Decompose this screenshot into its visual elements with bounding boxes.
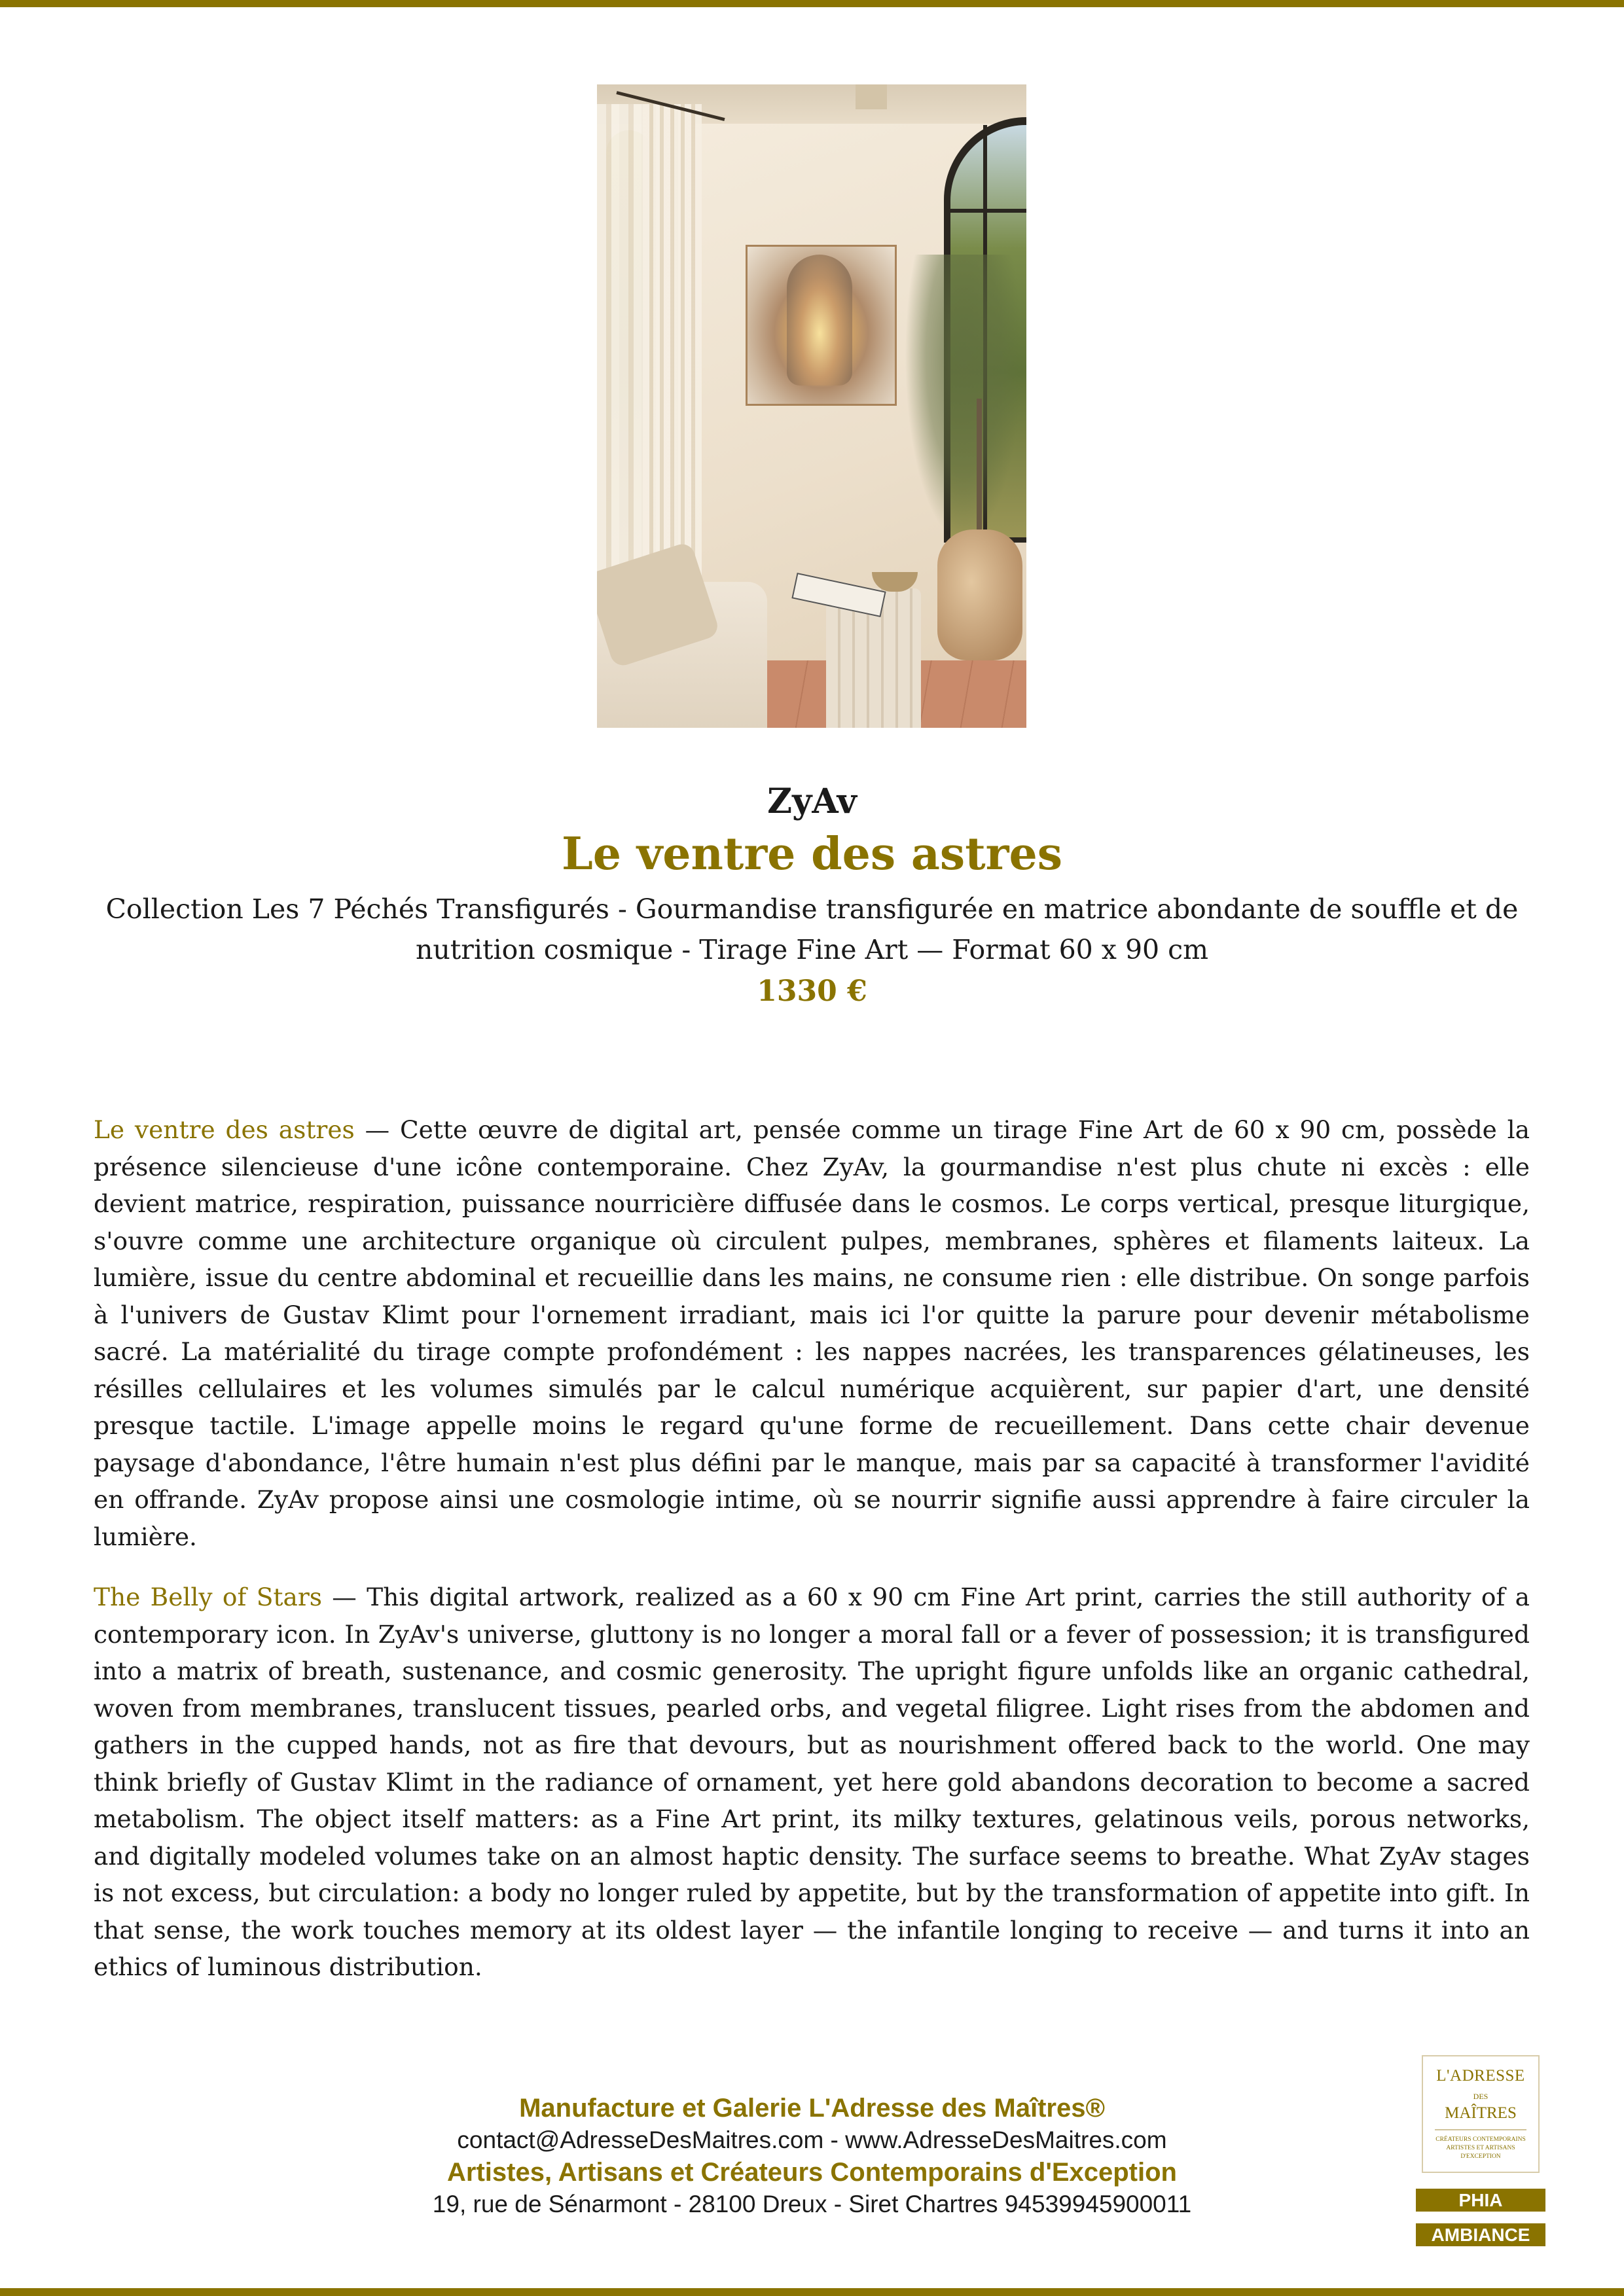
logo-line-5: ARTISTES ET ARTISANS <box>1446 2145 1515 2151</box>
title-block <box>0 779 1624 1013</box>
olive-tree-foliage <box>905 255 1022 543</box>
artwork-title: Le ventre des astres <box>561 828 1063 880</box>
footer-tagline: Artistes, Artisans et Créateurs Contemporains d'Exception <box>447 2158 1177 2187</box>
artwork-figure <box>787 255 852 386</box>
description-fr-lead: Le ventre des astres <box>94 1115 355 1144</box>
logo-line-6: D'EXCEPTION <box>1460 2153 1501 2160</box>
artist-name: ZyAv <box>767 781 857 821</box>
tag-ambiance: AMBIANCE <box>1416 2223 1545 2246</box>
logo-line-2: DES <box>1473 2092 1489 2101</box>
footer <box>196 2092 1428 2220</box>
hero-image <box>597 84 1026 728</box>
window-transom <box>950 209 1026 213</box>
terracotta-pot <box>937 529 1022 660</box>
logo-line-1: L'ADRESSE <box>1436 2067 1525 2085</box>
olive-tree-trunk <box>977 399 982 536</box>
description-en <box>94 1579 1530 1986</box>
footer-contact[interactable]: contact@AdresseDesMaitres.com - www.AdresseDesMaitres.com <box>457 2126 1167 2153</box>
top-accent-band <box>0 0 1624 7</box>
description <box>94 1111 1530 2009</box>
description-fr <box>94 1111 1530 1555</box>
artwork-subtitle: Collection Les 7 Péchés Transfigurés - Gourmandise transfigurée en matrice abondante de souffle et de nutrition cosmique - Tirage Fine Art — Format 60 x 90 cm <box>105 893 1519 965</box>
footer-company: Manufacture et Galerie L'Adresse des Maîtres® <box>519 2094 1105 2123</box>
description-en-lead: The Belly of Stars <box>94 1583 322 1611</box>
price: 1330 € <box>757 975 867 1008</box>
gallery-logo <box>1422 2055 1540 2173</box>
description-en-text: — This digital artwork, realized as a 60 x 90 cm Fine Art print, carries the still authority of a contemporary icon. In ZyAv's universe, gluttony is no longer a moral fall or a fever of possession; it is transfigured into a matrix of breath, sustenance, and cosmic generosity. The upright figure unfolds like an organic cathedral, woven from membranes, translucent tissues, pearled orbs, and vegetal filigree. Light rises from the abdomen and gathers in the cupped hands, not as fire that devours, but as nourishment offered back to the world. One may think briefly of Gustav Klimt in the radiance of ornament, yet here gold abandons decoration to become a sacred metabolism. The object itself matters: as a Fine Art print, its milky textures, gelatinous veils, porous networks, and digitally modeled volumes take on an almost haptic density. The surface seems to breathe. What ZyAv stages is not excess, but circulation: a body no longer ruled by appetite, but by the transformation of appetite into gift. In that sense, the work touches memory at its oldest layer — the infantile longing to receive — and turns it into an ethics of luminous distribution. <box>94 1583 1530 1981</box>
description-fr-text: — Cette œuvre de digital art, pensée comme un tirage Fine Art de 60 x 90 cm, possède la présence silencieuse d'une icône contemporaine. Chez ZyAv, la gourmandise n'est plus chute ni excès : elle devient matrice, respiration, puissance nourricière diffusée dans le cosmos. Le corps vertical, presque liturgique, s'ouvre comme une architecture organique où circulent pulpes, membranes, sphères et filaments laiteux. La lumière, issue du centre abdominal et recueillie dans les mains, ne consume rien : elle distribue. On songe parfois à l'univers de Gustav Klimt pour l'ornement irradiant, mais ici l'or quitte la parure pour devenir métabolisme sacré. La matérialité du tirage compte profondément : les nappes nacrées, les transparences gélatineuses, les résilles cellulaires et les volumes simulés par le calcul numérique acquièrent, sur papier d'art, une densité presque tactile. L'image appelle moins le regard qu'une forme de recueillement. Dans cette chair devenue paysage d'abondance, l'être humain n'est plus défini par le manque, mais par sa capacité à transformer l'avidité en offrande. ZyAv propose ainsi une cosmologie intime, où se nourrir signifie aussi apprendre à faire circuler la lumière. <box>94 1115 1530 1551</box>
logo-line-3: MAÎTRES <box>1445 2104 1517 2122</box>
logo-divider <box>1435 2129 1526 2130</box>
bottom-accent-band <box>0 2288 1624 2296</box>
footer-address: 19, rue de Sénarmont - 28100 Dreux - Siret Chartres 94539945900011 <box>432 2191 1192 2217</box>
tag-phia: PHIA <box>1416 2189 1545 2212</box>
ceiling-beam <box>856 84 887 109</box>
logo-line-4: CRÉATEURS CONTEMPORAINS <box>1435 2136 1526 2143</box>
